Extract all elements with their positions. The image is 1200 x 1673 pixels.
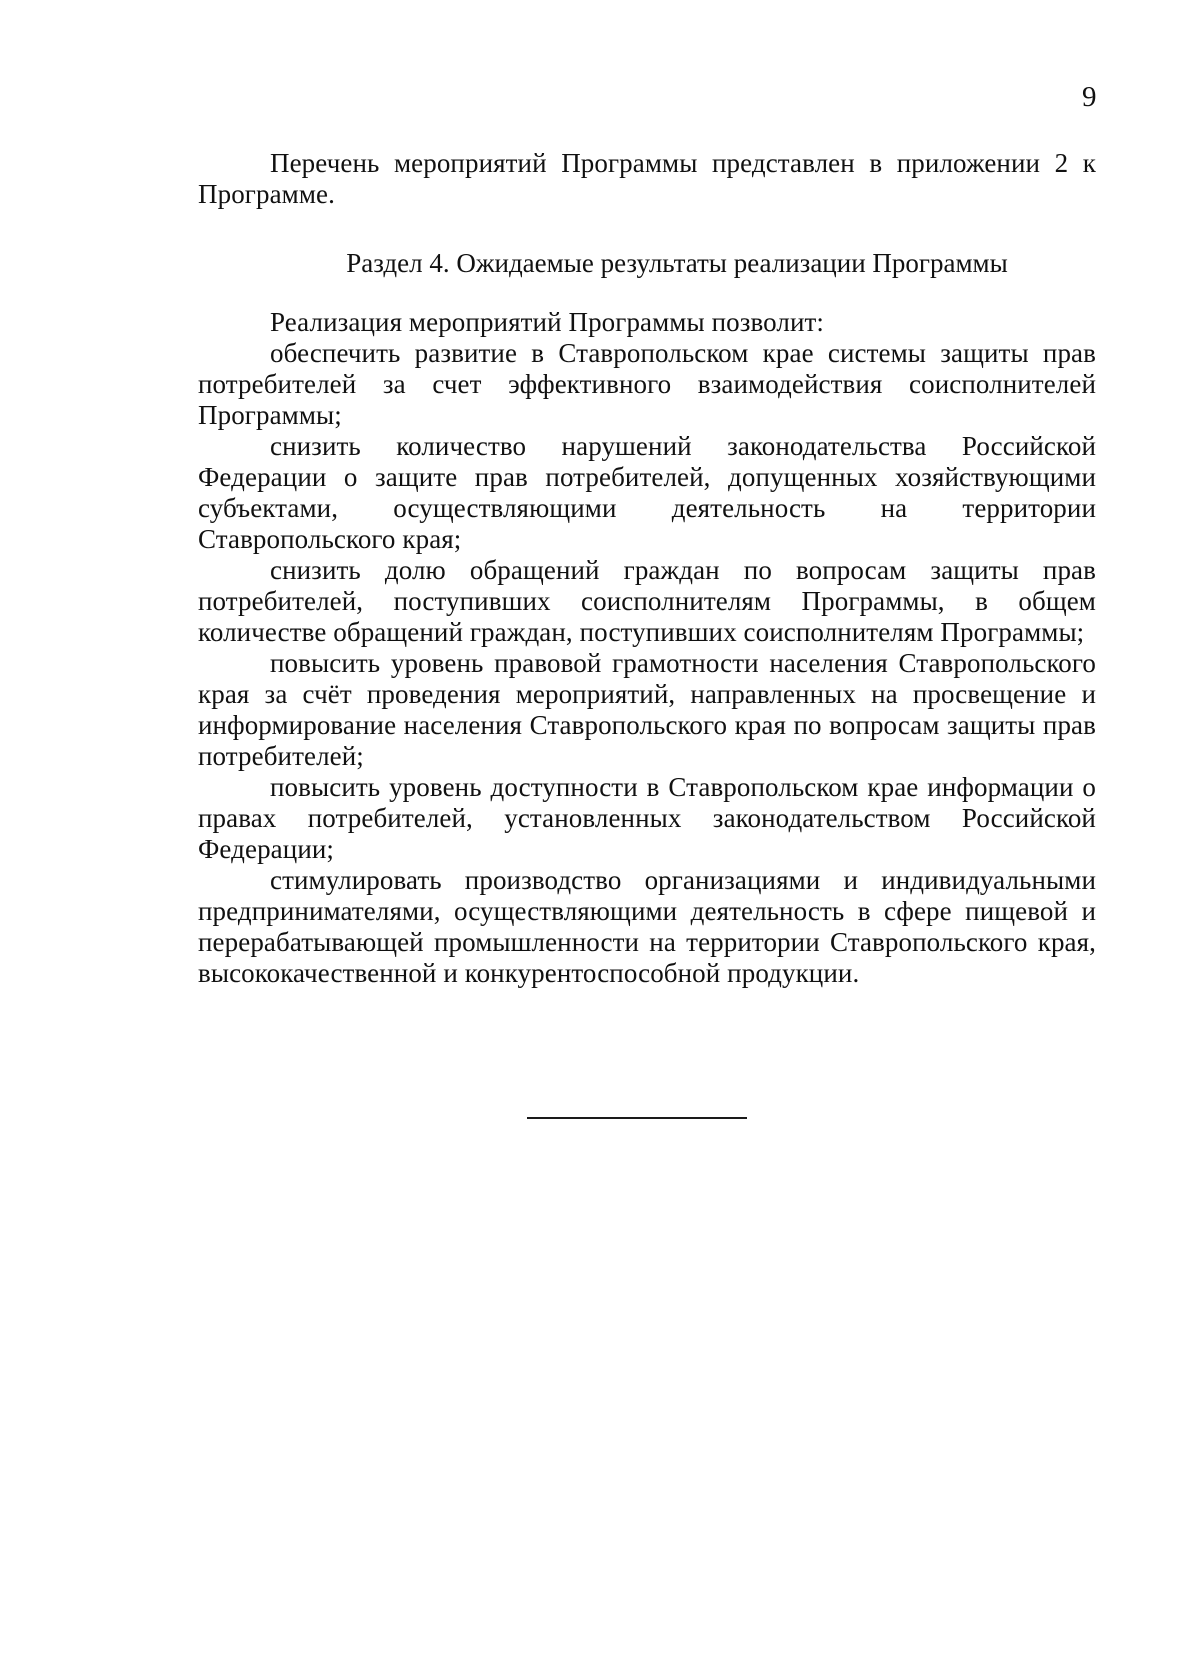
result-item: повысить уровень правовой грамотности населения Ставропольского края за счёт проведения мероприятий, направленных на просвещение и информирование населения Ставропольского края по вопросам защиты прав потребителей; [198, 648, 1096, 771]
page-number: 9 [1082, 81, 1097, 113]
lead-line: Реализация мероприятий Программы позволит: [270, 307, 825, 337]
result-item: стимулировать производство организациями и индивидуальными предпринимателями, осуществляющими деятельность в сфере пищевой и перерабатывающей промышленности на территории Ставропольского края, высококачественной и конкурентоспособной продукции. [198, 865, 1096, 988]
result-item: повысить уровень доступности в Ставропольском крае информации о правах потребителей, установленных законодательством Российской Федерации; [198, 772, 1096, 864]
results-list [198, 307, 1096, 989]
section-heading: Раздел 4. Ожидаемые результаты реализации Программы [346, 248, 1008, 278]
result-item: снизить долю обращений граждан по вопросам защиты прав потребителей, поступивших соисполнителям Программы, в общем количестве обращений граждан, поступивших соисполнителям Программы; [198, 555, 1096, 647]
result-item: обеспечить развитие в Ставропольском крае системы защиты прав потребителей за счет эффективного взаимодействия соисполнителей Программы; [198, 338, 1096, 430]
closing-divider [527, 1117, 747, 1119]
result-item: снизить количество нарушений законодательства Российской Федерации о защите прав потребителей, допущенных хозяйствующими субъектами, осуществляющими деятельность на территории Ставропольского края; [198, 431, 1096, 554]
intro-block [198, 148, 1096, 210]
intro-paragraph: Перечень мероприятий Программы представлен в приложении 2 к Программе. [198, 148, 1096, 209]
